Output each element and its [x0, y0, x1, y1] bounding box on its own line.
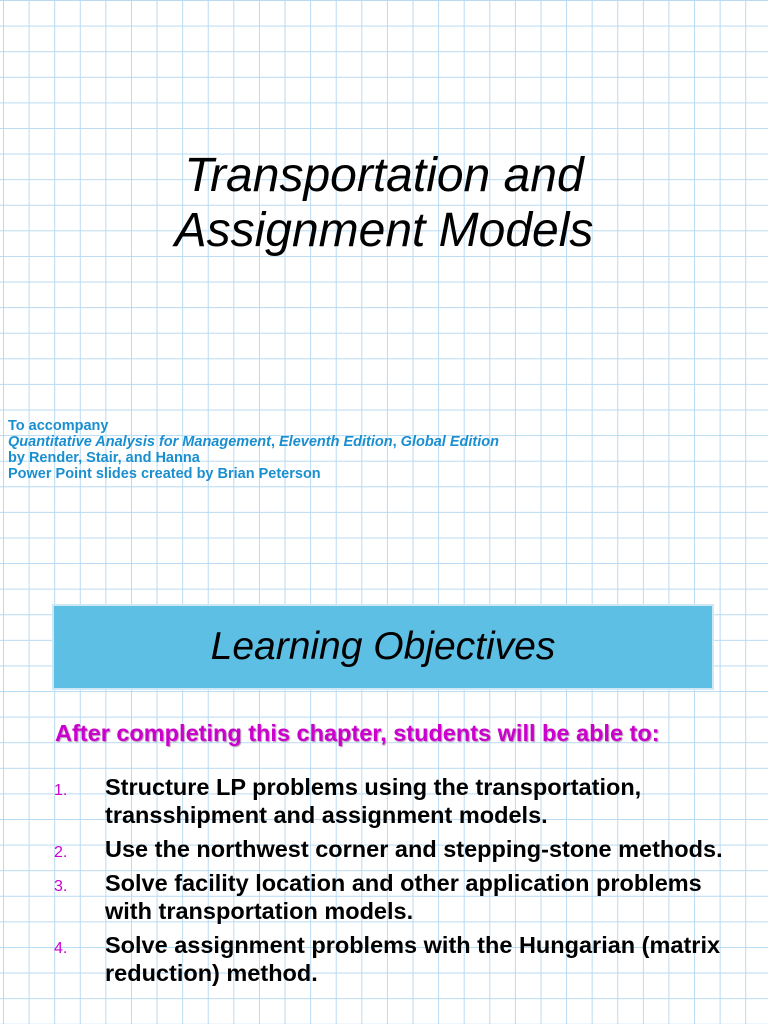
objective-item	[0, 835, 768, 863]
learning-objectives-heading: Learning Objectives	[210, 625, 556, 668]
credits-separator: ,	[270, 434, 280, 450]
credits-book-line	[8, 434, 499, 450]
credits-accompany: To accompany	[8, 418, 109, 434]
credits-book-title: Quantitative Analysis for Management	[8, 434, 271, 450]
credits-separator: ,	[392, 434, 401, 450]
objective-item	[0, 773, 768, 829]
objective-text: Solve assignment problems with the Hungarian (matrix reduction) method.	[105, 932, 721, 986]
objective-number: 4.	[54, 940, 68, 957]
objective-number: 2.	[54, 844, 68, 861]
credits-slide-creator: Power Point slides created by Brian Peterson	[8, 466, 321, 482]
objectives-list	[0, 773, 768, 993]
objectives-intro: After completing this chapter, students will be able to:	[55, 720, 660, 746]
objective-item	[0, 869, 768, 925]
slide-title	[0, 148, 768, 258]
credits-block	[8, 418, 499, 482]
objective-text: Use the northwest corner and stepping-stone methods.	[105, 836, 723, 862]
credits-authors: by Render, Stair, and Hanna	[8, 450, 200, 466]
slide-title-line-2: Assignment Models	[174, 204, 594, 257]
objective-number: 1.	[54, 782, 68, 799]
slide-title-line-1: Transportation and	[184, 149, 584, 202]
credits-edition: Eleventh Edition	[279, 434, 393, 450]
learning-objectives-banner	[52, 604, 714, 690]
credits-global-edition: Global Edition	[400, 434, 499, 450]
objective-item	[0, 931, 768, 987]
objective-text: Structure LP problems using the transportation, transshipment and assignment models.	[105, 774, 642, 828]
objective-text: Solve facility location and other application problems with transportation models.	[105, 870, 702, 924]
objective-number: 3.	[54, 878, 68, 895]
